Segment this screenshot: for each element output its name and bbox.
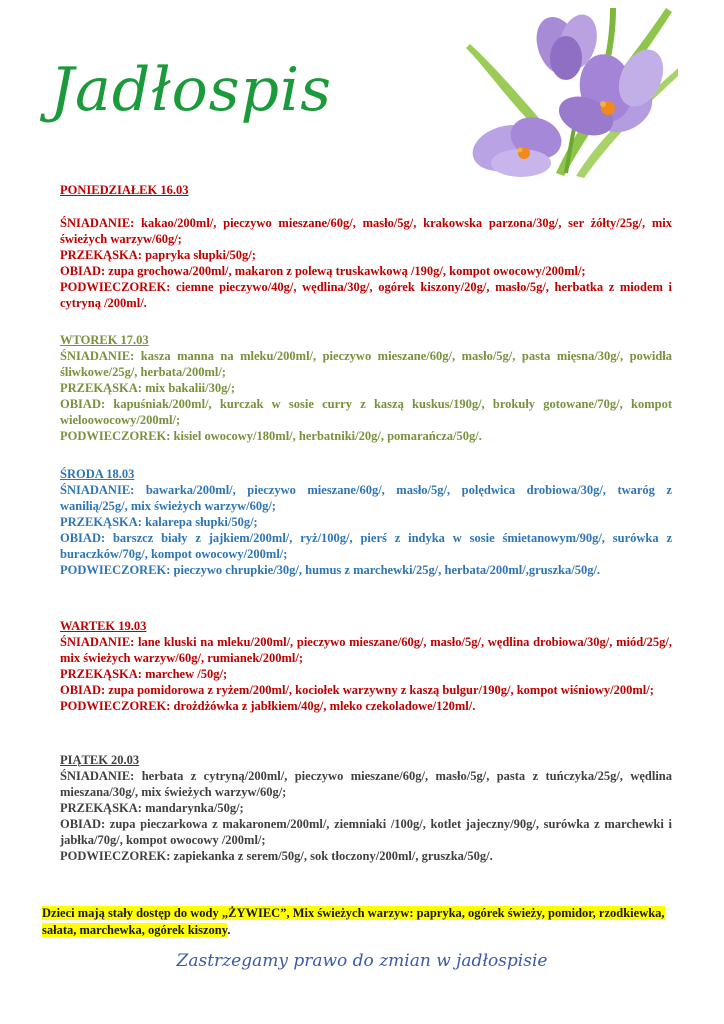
day-monday [60, 182, 672, 311]
day-heading: WTOREK 17.03 [60, 333, 149, 347]
meal-afternoon-snack: PODWIECZOREK: pieczywo chrupkie/30g/, humus z marchewki/25g/, herbata/200ml/,gruszka/50g/. [60, 563, 601, 577]
meal-afternoon-snack: PODWIECZOREK: kisiel owocowy/180ml/, herbatniki/20g/, pomarańcza/50g/. [60, 429, 482, 443]
meal-snack: PRZEKĄSKA: papryka słupki/50g/; [60, 248, 256, 262]
day-friday [60, 752, 672, 864]
meal-snack: PRZEKĄSKA: mandarynka/50g/; [60, 801, 244, 815]
meal-breakfast: ŚNIADANIE: kasza manna na mleku/200ml/, pieczywo mieszane/60g/, masło/5g/, pasta mięsna/30g/, powidła śliwkowe/25g/, herbata/200ml/; [60, 349, 672, 379]
water-note-highlight: Dzieci mają stały dostęp do wody „ŻYWIEC”, Mix świeżych warzyw: papryka, ogórek świeży, pomidor, rzodkiewka, sałata, marchewka, ogórek kiszony [42, 906, 665, 937]
page-title: Jadłospis [50, 55, 332, 125]
meal-breakfast: ŚNIADANIE: lane kluski na mleku/200ml/, pieczywo mieszane/60g/, masło/5g/, wędlina drobiowa/30g/, miód/25g/, mix świeżych warzyw/60g/, rumianek/200ml/; [60, 635, 672, 665]
day-heading: ŚRODA 18.03 [60, 467, 135, 481]
meal-afternoon-snack: PODWIECZOREK: zapiekanka z serem/50g/, sok tłoczony/200ml/, gruszka/50g/. [60, 849, 493, 863]
meal-lunch: OBIAD: zupa pomidorowa z ryżem/200ml/, kociołek warzywny z kaszą bulgur/190g/, kompot wiśniowy/200ml/; [60, 683, 654, 697]
water-note-suffix: . [227, 923, 231, 937]
meal-breakfast: ŚNIADANIE: herbata z cytryną/200ml/, pieczywo mieszane/60g/, masło/5g/, pasta z tuńczyka/25g/, wędlina mieszana/30g/, mix świeżych warzyw/60g/; [60, 769, 672, 799]
meal-breakfast: ŚNIADANIE: bawarka/200ml/, pieczywo mieszane/60g/, masło/5g/, polędwica drobiowa/30g/, twaróg z wanilią/25g/, mix świeżych warzyw/60g/; [60, 483, 672, 513]
day-heading: PIĄTEK 20.03 [60, 753, 140, 767]
crocus-flowers-illustration [466, 8, 678, 178]
disclaimer: Zastrzegamy prawo do zmian w jadłospisie [176, 951, 548, 971]
day-tuesday [60, 332, 672, 444]
day-heading: WARTEK 19.03 [60, 619, 147, 633]
meal-snack: PRZEKĄSKA: marchew /50g/; [60, 667, 228, 681]
meal-afternoon-snack: PODWIECZOREK: drożdżówka z jabłkiem/40g/, mleko czekoladowe/120ml/. [60, 699, 476, 713]
meal-lunch: OBIAD: zupa pieczarkowa z makaronem/200ml/, ziemniaki /100g/, kotlet jajeczny/90g/, surówka z marchewki i jabłka/70g/, kompot owocowy /200ml/; [60, 817, 672, 847]
meal-lunch: OBIAD: barszcz biały z jajkiem/200ml/, ryż/100g/, pierś z indyka w sosie śmietanowym/90g/, surówka z buraczków/70g/, kompot owocowy/200ml/; [60, 531, 672, 561]
water-note [42, 905, 692, 939]
day-wednesday [60, 466, 672, 578]
meal-afternoon-snack: PODWIECZOREK: ciemne pieczywo/40g/, wędlina/30g/, ogórek kiszony/20g/, masło/5g/, herbatka z miodem i cytryną /200ml/. [60, 280, 672, 310]
day-thursday [60, 618, 672, 714]
meal-snack: PRZEKĄSKA: mix bakalii/30g/; [60, 381, 236, 395]
meal-breakfast: ŚNIADANIE: kakao/200ml/, pieczywo mieszane/60g/, masło/5g/, krakowska parzona/30g/, ser żółty/25g/, mix świeżych warzyw/60g/; [60, 216, 672, 246]
meal-snack: PRZEKĄSKA: kalarepa słupki/50g/; [60, 515, 258, 529]
day-heading: PONIEDZIAŁEK 16.03 [60, 183, 189, 197]
meal-lunch: OBIAD: zupa grochowa/200ml/, makaron z polewą truskawkową /190g/, kompot owocowy/200ml/; [60, 264, 586, 278]
meal-lunch: OBIAD: kapuśniak/200ml/, kurczak w sosie curry z kaszą kuskus/190g/, brokuły gotowane/70g/, kompot wieloowocowy/200ml/; [60, 397, 672, 427]
